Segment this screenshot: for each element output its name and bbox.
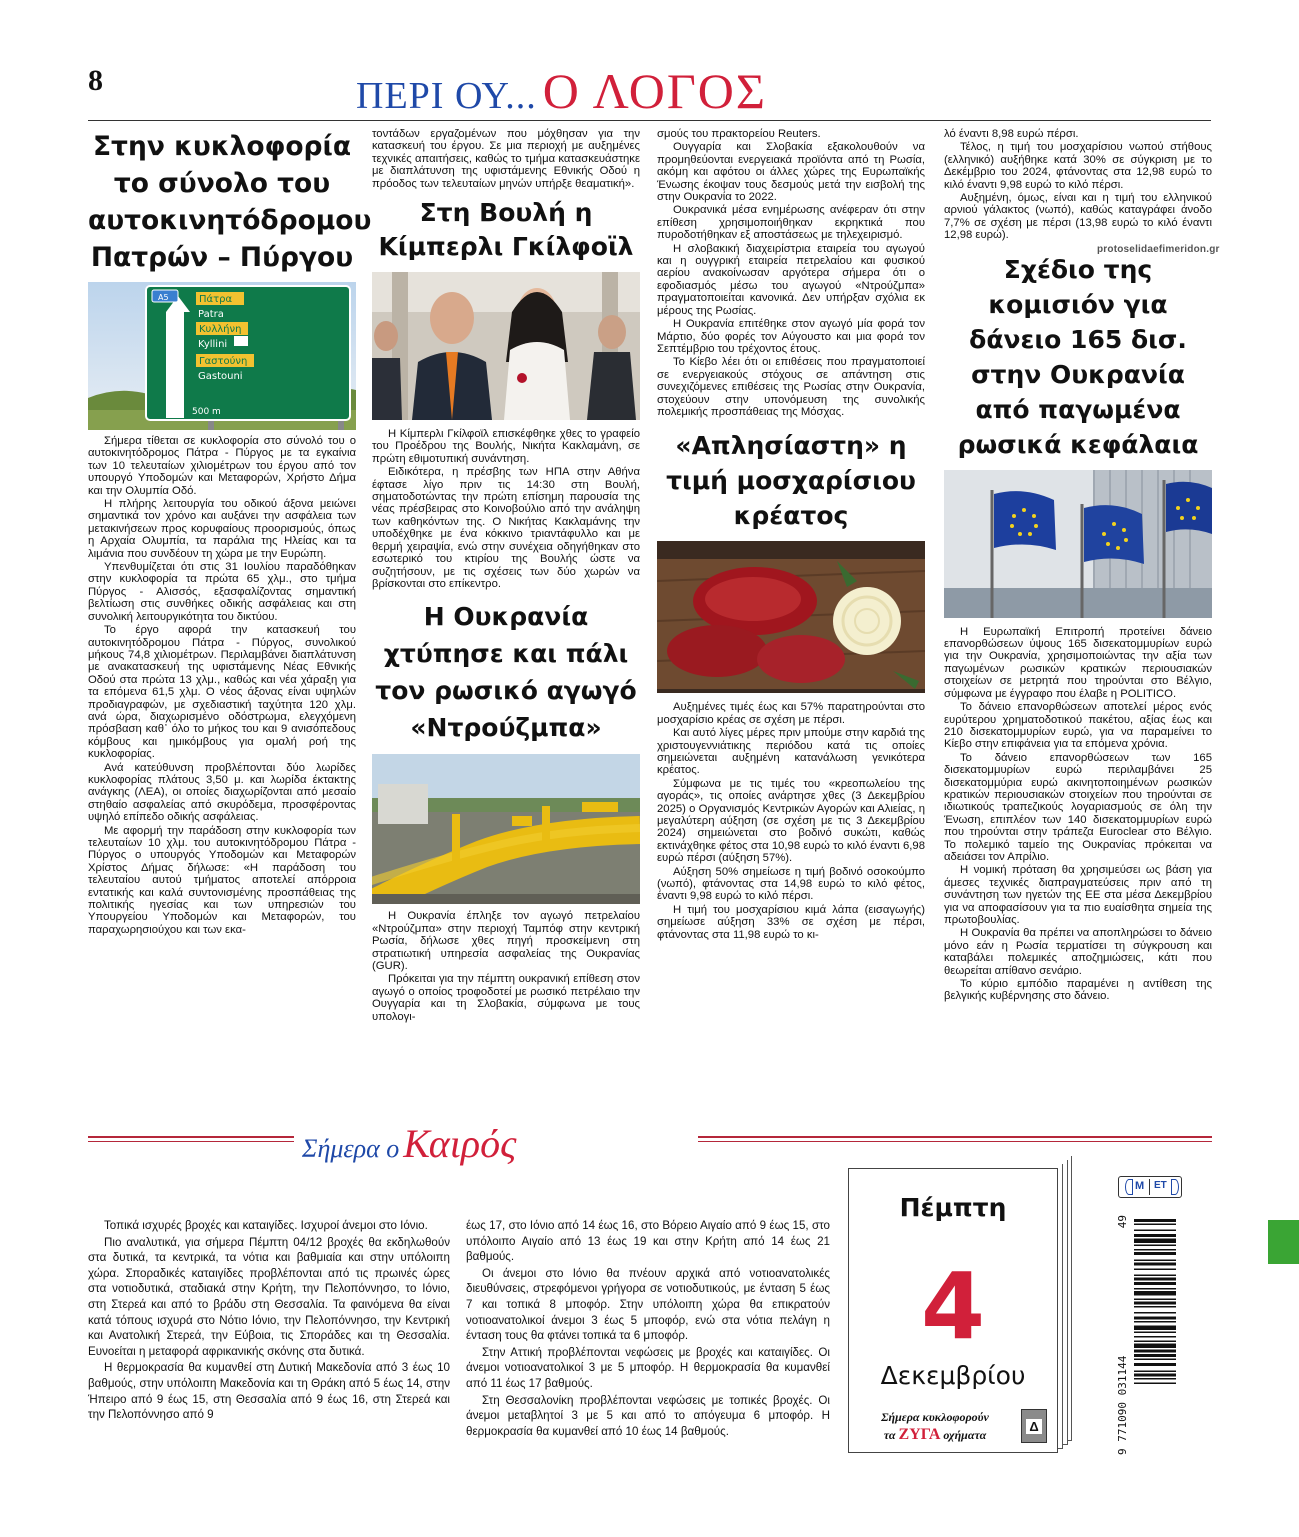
para: Η Ουκρανία επιτέθηκε στον αγωγό μία φορά τον Μάρτιο, δύο φορές τον Αύγουστο και μια φορά τον Σεπτέμβριο του τρέχοντος έτους. (657, 318, 925, 355)
zyga-note (855, 1409, 1015, 1444)
weather-rule-left-thin (88, 1141, 294, 1142)
para-continuation: σμούς του πρακτορείου Reuters. (657, 128, 821, 140)
para: Το κύριο εμπόδιο παραμένει η αντίθεση της βελγικής κυβέρνησης στο δάνειο. (944, 978, 1212, 1003)
masthead (356, 62, 767, 120)
highway-sign-illustration (88, 282, 356, 430)
para: Τοπικά ισχυρές βροχές και καταιγίδες. Ισχυροί άνεμοι στο Ιόνιο. (104, 1219, 428, 1232)
para: Το έργο αφορά την κατασκευή του αυτοκινητόδρομου Πάτρα - Πύργος, συνολικού μήκους 74,8 χιλιομέτρων. Περιλαμβάνει διαπλάτυνση με ανακατασκευή της υφιστάμενης Νέας Εθνικής Οδού στα πρώτα 13 χλμ., καθώς και νέα χάραξη για τα επόμενα 61,5 χλμ. Ο νέος άξονας είναι υψηλών προδιαγραφών, με σχεδιαστική ταχύτητα 120 χλμ. ανά ώρα, διαχωρισμένο οδόστρωμα, ελεγχόμενη πρόσβαση καθ᾽ όλο το μήκος του και 9 ανισόπεδους κόμβους και ημικόμβους για ομαλή ροή της κυκλοφορίας. (88, 624, 356, 761)
para: Οι άνεμοι στο Ιόνιο θα πνέουν αρχικά από νοτιοανατολικές διευθύνσεις, στρεφόμενοι γρήγορα σε νοτιοδυτικούς, με ένταση 5 έως 7 και τοπικά 8 μποφόρ. Στην υπόλοιπη χώρα θα επικρατούν νοτιοανατολικοί άνεμοι 3 έως 5 μποφόρ, ενώ στα νότια πελάγη η ένταση τους θα φτάνει τοπικά τα 6 μποφόρ. (466, 1266, 830, 1343)
barcode-digits: 9 771090 031144 (1116, 1355, 1129, 1455)
barcode (1118, 1215, 1178, 1455)
weather-rule-right-thin (698, 1141, 1212, 1142)
weather-column-left (88, 1218, 450, 1424)
watermark: protoselidaefimeridon.gr (1097, 244, 1220, 255)
headline-highway: Στην κυκλοφορία το σύνολο του αυτοκινητόδρομου Πατρών – Πύργου (88, 131, 372, 273)
barcode-bar (1134, 1306, 1176, 1308)
date-box (848, 1168, 1058, 1453)
column-3 (657, 128, 925, 942)
column-2 (372, 128, 640, 1024)
para: Ανά κατεύθυνση προβλέπονται δύο λωρίδες κυκλοφορίας πλάτους 3,50 μ. και λωρίδα έκτακτης ανάγκης (ΛΕΑ), οι οποίες διαχωρίζονται από μεσαίο στηθαίο ασφαλείας από σκυρόδεμα, προσφέροντας υψηλό επίπεδο οδικής ασφάλειας. (88, 761, 356, 824)
barcode-bar (1134, 1344, 1176, 1349)
para: έως 17, στο Ιόνιο από 14 έως 16, στο Βόρειο Αιγαίο από 9 έως 15, στο υπόλοιπο Αιγαίο από 13 έως 19 και στην Κρήτη από 14 έως 21 βαθμούς. (466, 1219, 830, 1264)
barcode-bar (1134, 1341, 1176, 1343)
para: Η νομική πρόταση θα χρησιμεύσει ως βάση για άμεσες τεχνικές διαπραγματεύσεις πριν από τη συνάντηση των ηγετών της ΕΕ στα μέσα Δεκεμβρίου για να αποφασίσουν για τα πιο ευαίσθητα σημεία της πρωτοβουλίας. (944, 864, 1212, 926)
para-continuation: τοντάδων εργαζομένων που μόχθησαν για την κατασκευή του έργου. Σε μια περιοχή με αυξημένες τεχνικές απαιτήσεις, καθώς το τμήμα κατασκευάστηκε με διαπλάτυνση της υφιστάμενης Εθνικής Οδού η πρόοδος των τελευταίων μηνών υπήρξε θεαματική». (372, 128, 640, 190)
edge-color-tab (1268, 1220, 1299, 1264)
para: Στην Αττική προβλέπονται νεφώσεις με βροχές και καταιγίδες. Οι άνεμοι νοτιοανατολικοί 3 με 5 μποφόρ. Η θερμοκρασία θα κυμανθεί από 11 έως 17 βαθμούς. (466, 1345, 830, 1390)
photo-beef (657, 541, 925, 693)
barcode-bar (1134, 1378, 1176, 1380)
weather-title-b: Καιρός (403, 1121, 517, 1166)
para: Ουκρανικά μέσα ενημέρωσης ανέφεραν ότι στην επίθεση χρησιμοποιήθηκαν εκρηκτικά που πυροδοτήθηκαν εξ αποστάσεως με τηλεχειρισμό. (657, 204, 925, 242)
para: Η Ευρωπαϊκή Επιτροπή προτείνει δάνειο επανορθώσεων ύψους 165 δισεκατομμυρίων ευρώ για την Ουκρανία, χρησιμοποιώντας την αξία των παγωμένων ρωσικών κρατικών περιουσιακών στοιχείων σε μετρητά που τηρούνται στο Βέλγιο, σύμφωνα με έγγραφο που έλαβε η POLITICO. (944, 625, 1212, 700)
para: Και αυτό λίγες μέρες πριν μπούμε στην καρδιά της χριστουγεννιάτικης περιόδου κατά τις οποίες σημειώνεται αυξημένη κατανάλωση γενικότερα κρέατος. (657, 727, 925, 777)
tag-divider (1149, 1179, 1150, 1195)
barcode-bar (1134, 1359, 1176, 1361)
zyga-badge-letter: Δ (1026, 1419, 1041, 1434)
masthead-left: ΠΕΡΙ ΟΥ... (356, 75, 537, 117)
headline-eu-loan: Σχέδιο της κομισιόν για δάνειο 165 δισ. στην Ουκρανία από παγωμένα ρωσικά κεφάλαια (957, 254, 1199, 459)
barcode-issue: 49 (1116, 1215, 1129, 1229)
para: Η θερμοκρασία θα κυμανθεί στη Δυτική Μακεδονία από 3 έως 10 βαθμούς, στην υπόλοιπη Μακεδονία και τη Θράκη από 5 έως 14, στην Ήπειρο από 9 έως 15, στη Θεσσαλία από 9 έως 16, στη Στερεά και την Πελοπόννησο από 9 (88, 1361, 450, 1422)
weather-column-right (466, 1218, 830, 1440)
barcode-bar (1134, 1249, 1176, 1251)
sign-line4: Kyllini (198, 339, 228, 350)
headline-ambassador: Στη Βουλή η Κίμπερλι Γκίλφοϊλ (378, 198, 634, 262)
barcode-bar (1134, 1269, 1176, 1271)
headline-pipeline: Η Ουκρανία χτύπησε και πάλι τον ρωσικό αγωγό «Ντρούζμπα» (375, 602, 637, 743)
sign-route: A5 (158, 293, 169, 302)
para: Τέλος, η τιμή του μοσχαρίσιου νωπού στήθους (ελληνικό) αυξήθηκε κατά 30% σε σύγκριση με το Δεκέμβριο του 2024, φτάνοντας στα 12,98 ευρώ το κιλό έναντι 9,98 ευρώ το κιλό πέρσι. (944, 141, 1212, 191)
para: Πιο αναλυτικά, για σήμερα Πέμπτη 04/12 βροχές θα εκδηλωθούν στα δυτικά, τα κεντρικά, τα νότια και βαθμιαία και στην υπόλοιπη χώρα. Σποραδικές καταιγίδες προβλέπονται από τις πρωινές ώρες στα νοτιοδυτικά, σταδιακά στην Κρήτη, την Πελοπόννησο, το Ιόνιο, στη Στερεά και από το βράδυ στη Θεσσαλία. Τα φαινόμενα θα είναι κατά τόπους ισχυρά στο Νότιο Ιόνιο, την Πελοπόννησο, την Κεντρική και Ανατολική Στερεά, την Εύβοια, τις Σποράδες και τη Θεσσαλία. Ευνοείται η μεταφορά αφρικανικής σκόνης στα δυτικά. (88, 1235, 450, 1358)
barcode-bar (1134, 1282, 1176, 1285)
barcode-bar (1134, 1275, 1176, 1277)
page-number: 8 (88, 64, 103, 97)
caption-ambassador: Η Κίμπερλι Γκίλφοϊλ επισκέφθηκε χθες το γραφείο του Προέδρου της Βουλής, Νικήτα Κακλαμάνη, σε πρώτη εθιμοτυπική συνάντηση. (372, 428, 640, 465)
publication-tag (1118, 1176, 1182, 1198)
para: Ειδικότερα, η πρέσβης των ΗΠΑ στην Αθήνα έφτασε λίγο πριν τις 14:30 στη Βουλή, σηματοδοτώντας την πρώτη επίσημη παρουσία της νέας πρέσβειρας στο Κοινοβούλιο από την ανάληψη των καθηκόντων της. Ο Νικήτας Κακλαμάνης την υποδέχθηκε με ένα κόκκινο τριαντάφυλλο και με θερμή χειραψία, ενώ στην συνέχεια οδηγήθηκαν στο εσωτερικό του κτιρίου της Βουλής ώστε να συζητήσουν, με τις σχέσεις των δύο χωρών να βρίσκονται στο επίκεντρο. (372, 466, 640, 590)
barcode-bar (1134, 1278, 1176, 1281)
barcode-bar (1134, 1288, 1176, 1290)
barcode-bar (1134, 1336, 1176, 1338)
barcode-bar (1134, 1312, 1176, 1314)
article-highway (88, 128, 372, 937)
zyga-badge (1021, 1409, 1047, 1443)
para: Πρόκειται για την πέμπτη ουκρανική επίθεση στον αγωγό ο οποίος τροφοδοτεί με ρωσικό πετρέλαιο την Ουγγαρία και τη Σλοβακία, σύμφωνα με τους υπολογι- (372, 973, 640, 1023)
barcode-bar (1134, 1234, 1176, 1237)
barcode-bar (1134, 1252, 1176, 1255)
barcode-bar (1134, 1245, 1176, 1247)
barcode-bar (1134, 1291, 1176, 1296)
para: Η Ουκρανία έπληξε τον αγωγό πετρελαίου «Ντρούζμπα» στην περιοχή Ταμπόφ στην κεντρική Ρωσία, δήλωσε χθες πηγή προσκείμενη στη στρατιωτική υπηρεσία ασφαλείας της Ουκρανίας (GUR). (372, 910, 640, 972)
eu-flags-illustration (944, 470, 1212, 618)
masthead-right: Ο ΛΟΓΟΣ (542, 63, 768, 119)
barcode-bar (1134, 1321, 1176, 1323)
beef-photo-illustration (657, 541, 925, 693)
barcode-bar (1134, 1374, 1176, 1377)
photo-eu-flags (944, 470, 1212, 618)
day-name: Πέμπτη (899, 1193, 1007, 1222)
para: Αυξημένη, όμως, είναι και η τιμή του ελληνικού αρνιού γάλακτος (νωπό), καθώς καταγράφει άνοδο 7,7% σε σχέση με πέρσι (13,98 ευρώ το κιλό έναντι 12,98 ευρώ). (944, 192, 1212, 242)
zyga-line1: Σήμερα κυκλοφορούν (881, 1410, 989, 1424)
para: Ουγγαρία και Σλοβακία εξακολουθούν να προμηθεύονται ενεργειακά προϊόντα από τη Ρωσία, ακόμη και αφότου οι άλλες χώρες της Ευρωπαϊκής Ένωσης έκοψαν τους δεσμούς μετά την εισβολή της στην Ουκρανία το 2022. (657, 141, 925, 204)
barcode-bar (1134, 1363, 1176, 1366)
barcode-bar (1134, 1302, 1176, 1305)
barcode-bar (1134, 1332, 1176, 1334)
barcode-bar (1134, 1224, 1176, 1226)
sign-line6: Gastouni (198, 371, 243, 382)
para: Με αφορμή την παράδοση στην κυκλοφορία των τελευταίων 10 χλμ. του αυτοκινητόδρομου Πάτρα - Πύργος ο υπουργός Υποδομών και Μεταφορών Χρίστος Δήμας δήλωσε: «Η παράδοση του τελευταίου αυτού τμήματος αποτελεί απόρροια εντατικής και καλά συντονισμένης προσπάθειας της πολιτικής ηγεσίας και των υπηρεσιών του Υπουργείου Υποδομών και Μεταφορών, του παραχωρησιούχου και των εκα- (88, 824, 356, 936)
barcode-bar (1134, 1263, 1176, 1266)
header-rule (88, 120, 1211, 121)
tag-left: Μ (1135, 1180, 1145, 1192)
sign-line5: Γαστούνη (199, 356, 248, 367)
tag-left-bracket-icon (1125, 1179, 1133, 1195)
barcode-bar (1134, 1371, 1176, 1373)
para: Στη Θεσσαλονίκη προβλέπονται νεφώσεις με τοπικές βροχές. Οι άνεμοι μεταβλητοί 3 με 5 και από το απόγευμα 6 μποφόρ. Η θερμοκρασία θα κυμανθεί από 10 έως 14 βαθμούς. (466, 1393, 830, 1438)
month-name: Δεκεμβρίου (880, 1361, 1026, 1390)
sign-distance: 500 m (192, 407, 221, 417)
tag-right-bracket-icon (1171, 1179, 1179, 1195)
pipeline-photo-illustration (372, 754, 640, 904)
tag-right: ΕΤ (1154, 1180, 1167, 1191)
para: Η πλήρης λειτουργία του οδικού άξονα μειώνει σημαντικά τον χρόνο και αυξάνει την ασφάλεια των μετακινήσεων προς κορυφαίους προορισμούς, όπως η Αρχαία Ολυμπία, τα παράλια της Ηλείας και τα λιμάνια που συνδέουν τη χώρα με την Ευρώπη. (88, 498, 356, 560)
para: Σύμφωνα με τις τιμές του «κρεοπωλείου της αγοράς», τις οποίες ανάρτησε χθες (3 Δεκεμβρίου 2025) ο Οργανισμός Κεντρικών Αγορών και Αλιείας, η μεγαλύτερη αύξηση (σε σχέση με τις 3 Δεκεμβρίου 2024) σημειώνεται στο βοδινό συκώτι, καθώς εκτινάχθηκε φέτος στα 10,98 ευρώ το κιλό έναντι 6,98 ευρώ πέρσι (αύξηση 57%). (657, 777, 925, 865)
weather-title (302, 1120, 516, 1167)
barcode-bar (1134, 1219, 1176, 1222)
day-number: 4 (920, 1253, 985, 1360)
sign-line2: Patra (198, 309, 224, 320)
barcode-bar (1134, 1354, 1176, 1357)
ambassador-photo-illustration (372, 272, 640, 420)
barcode-bar (1134, 1239, 1176, 1244)
zyga-post: οχήματα (943, 1428, 987, 1442)
sign-line3: Κυλλήνη (199, 324, 242, 335)
photo-pipeline (372, 754, 640, 904)
barcode-bar (1134, 1383, 1176, 1385)
para: Σήμερα τίθεται σε κυκλοφορία στο σύνολό του ο αυτοκινητόδρομος Πάτρα - Πύργος με τα εγκαίνια των 10 τελευταίων χιλιομέτρων του έργου από τον υπουργό Υποδομών και Μεταφορών, Χρήστο Δήμα και την Ολυμπία Οδό. (88, 435, 356, 497)
barcode-bar (1134, 1299, 1176, 1301)
para: Υπενθυμίζεται ότι στις 31 Ιουλίου παραδόθηκαν στην κυκλοφορία τα πρώτα 65 χλμ., στο τμήμα Πύργος - Αλισσός, εξασφαλίζοντας σημαντική βελτίωση στις συνθήκες οδικής ασφάλειας και στη συνολική λειτουργικότητα του δικτύου. (88, 561, 356, 623)
barcode-bar (1134, 1260, 1176, 1262)
sign-line1: Πάτρα (199, 294, 233, 305)
para: Αύξηση 50% σημείωσε η τιμή βοδινό οσοκούμπο (νωπό), φτάνοντας στα 14,98 ευρώ το κιλό φέτος, έναντι 9,98 ευρώ το κιλό πέρσι. (657, 865, 925, 903)
column-4 (944, 128, 1212, 1004)
photo-highway-sign (88, 282, 356, 430)
weather-rule-left (88, 1136, 294, 1138)
photo-ambassador (372, 272, 640, 420)
para: Το δάνειο επανορθώσεων των 165 δισεκατομμυρίων ευρώ περιλαμβάνει 25 δισεκατομμύρια ευρώ ακινητοποιημένων ρωσικών κρατικών περιουσιακών στοιχείων που τηρούνται σε ιδιωτικούς τραπεζικούς λογαριασμούς σε όλη την Ένωση, επιπλέον των 140 δισεκατομμυρίων ευρώ που τηρούνται στην τράπεζα Euroclear στο Βέλγιο. Το πολεμικό ταμείο της Ουκρανίας πρόκειται να αδειάσει τον Απρίλιο. (944, 751, 1212, 863)
zyga-pre: τα (883, 1428, 896, 1442)
para: Το Κίεβο λέει ότι οι επιθέσεις που πραγματοποιεί σε ενεργειακούς στόχους σε απάντηση στις συνεχιζόμενες επιθέσεις της Ρωσίας στην Ουκρανία, στοχεύουν στην υπονόμευση της συνολικής πολεμικής προσπάθειας της Μόσχας. (657, 356, 925, 418)
para: Η τιμή του μοσχαρίσιου κιμά λάπα (εισαγωγής) σημείωσε αύξηση 33% σε σχέση με πέρσι, φτάνοντας στα 11,98 ευρώ το κι- (657, 903, 925, 941)
barcode-bar (1134, 1317, 1176, 1320)
para: Η σλοβακική διαχειρίστρια εταιρεία του αγωγού και η ουγγρική εταιρεία πετρελαίου και φυσικού αερίου ανακοίνωσαν αργότερα σήμερα ότι ο εφοδιασμός μέσω του αγωγού «Ντρούζμπα» πραγματοποιείται κανονικά. Δεν υπήρξαν σχόλια εκ μέρους της Ρωσίας. (657, 242, 925, 317)
para-continuation: λό έναντι 8,98 ευρώ πέρσι. (944, 128, 1079, 140)
para: Η Ουκρανία θα πρέπει να αποπληρώσει το δάνειο μόνο εάν η Ρωσία τερματίσει τη σύγκρουση και καταβάλει πολεμικές αποζημιώσεις, κάτι που θεωρείται απίθανο σενάριο. (944, 927, 1212, 977)
para: Αυξημένες τιμές έως και 57% παρατηρούνται στο μοσχαρίσιο κρέας σε σχέση με πέρσι. (657, 701, 925, 726)
barcode-bar (1134, 1350, 1176, 1353)
barcode-bar (1134, 1326, 1176, 1331)
weather-title-a: Σήμερα ο (302, 1134, 400, 1163)
weather-rule-right (698, 1136, 1212, 1138)
zyga-word: ΖΥΓΑ (898, 1426, 941, 1443)
para: Το δάνειο επανορθώσεων αποτελεί μέρος ενός ευρύτερου χρηματοδοτικού πακέτου, αξίας έως και 210 δισεκατομμυρίων ευρώ, για να παραμείνει το Κίεβο στην επιφάνεια για τα επόμενα χρόνια. (944, 701, 1212, 751)
barcode-bar (1134, 1230, 1176, 1232)
headline-beef: «Απλησίαστη» η τιμή μοσχαρίσιου κρέατος (666, 431, 916, 531)
